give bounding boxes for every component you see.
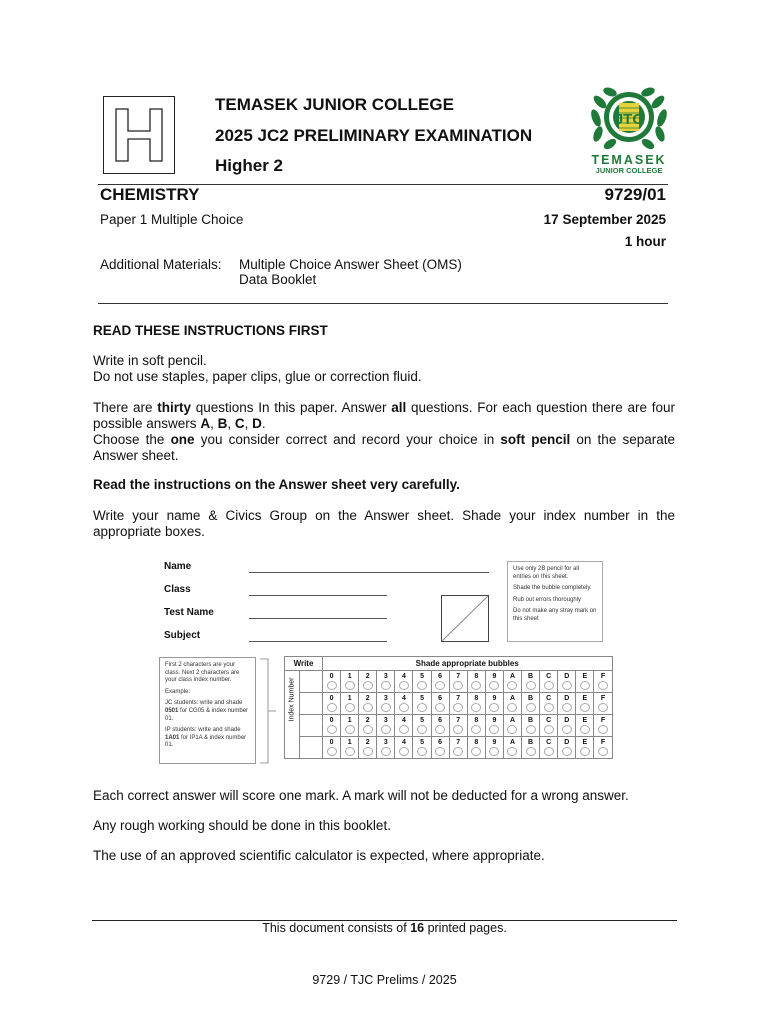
bubble-icon[interactable] (526, 725, 536, 734)
bubble-digit: 1 (347, 716, 352, 724)
bubble-cell[interactable] (341, 671, 359, 693)
index-example-box: First 2 characters are your class. Next 2 characters are your class index number. Example: JC students: write and shade 0501 for CG05 & index number 01. IP students: write and shade 1A01 for IP1A & index number 01. (159, 657, 256, 764)
bubble-icon[interactable] (453, 747, 463, 756)
bubble-icon[interactable] (345, 725, 355, 734)
bubble-cell[interactable] (449, 737, 467, 759)
bubble-digit: 9 (492, 716, 497, 724)
bubble-digit: 0 (329, 672, 334, 680)
bubble-digit: D (564, 716, 570, 724)
bubble-digit: 3 (383, 738, 388, 746)
bubble-digit: 4 (401, 716, 406, 724)
field-line-class (249, 595, 387, 596)
bubble-cell[interactable] (395, 737, 413, 759)
bubble-digit: 6 (438, 738, 443, 746)
bubble-icon[interactable] (399, 681, 409, 690)
bubble-digit: C (546, 738, 552, 746)
bubble-icon[interactable] (580, 703, 590, 712)
bubble-icon[interactable] (562, 747, 572, 756)
letter-h-icon (110, 103, 168, 167)
bubble-digit: 9 (492, 672, 497, 680)
bubble-cell[interactable] (540, 737, 558, 759)
bubble-cell[interactable] (576, 715, 594, 737)
svg-text:JTC: JTC (614, 111, 644, 128)
bubble-cell[interactable] (558, 737, 576, 759)
materials-label: Additional Materials: (100, 257, 222, 272)
bubble-digit: 3 (383, 716, 388, 724)
bubble-cell[interactable] (522, 737, 540, 759)
sheet-rules-box (507, 561, 603, 642)
bubble-icon[interactable] (507, 725, 517, 734)
exam-level: Higher 2 (215, 156, 284, 175)
bubble-digit: E (582, 672, 588, 680)
rule-text: Rub out errors thoroughly (513, 596, 582, 603)
bubble-cell[interactable] (323, 715, 341, 737)
bubble-icon[interactable] (544, 725, 554, 734)
bubble-digit: A (509, 672, 516, 680)
bubble-cell[interactable] (359, 737, 377, 759)
bubble-cell[interactable] (467, 715, 485, 737)
bubble-digit: F (600, 716, 606, 724)
bubble-cell[interactable] (467, 693, 485, 715)
bubble-cell[interactable] (377, 737, 395, 759)
bubble-icon[interactable] (580, 747, 590, 756)
bubble-cell[interactable] (431, 715, 449, 737)
bubble-icon[interactable] (544, 681, 554, 690)
bubble-icon[interactable] (489, 747, 499, 756)
instruction-pencil (93, 353, 675, 385)
exam-title: 2025 JC2 PRELIMINARY EXAMINATION (215, 126, 533, 145)
bubble-icon[interactable] (363, 703, 373, 712)
bubble-cell[interactable] (540, 693, 558, 715)
bubble-digit: C (546, 694, 552, 702)
bubble-digit: 1 (347, 694, 352, 702)
bubble-digit: 5 (420, 716, 424, 724)
bubble-icon[interactable] (435, 703, 445, 712)
bubble-digit: 8 (474, 672, 479, 680)
bubble-digit: F (600, 672, 606, 680)
bubble-icon[interactable] (435, 725, 445, 734)
bubble-digit: 0 (329, 716, 334, 724)
bubble-digit: 9 (492, 738, 497, 746)
logo-name-line2: JUNIOR COLLEGE (595, 166, 663, 175)
bubble-cell[interactable] (594, 671, 612, 693)
bubble-cell[interactable] (359, 715, 377, 737)
bubble-digit: E (582, 738, 588, 746)
bubble-cell[interactable] (449, 715, 467, 737)
write-cell[interactable] (300, 671, 323, 693)
paper-code: 9729/01 (604, 185, 666, 204)
bubble-digit: 8 (474, 694, 479, 702)
bubble-cell[interactable] (558, 671, 576, 693)
grid-row (285, 715, 613, 737)
bubble-cell[interactable] (594, 715, 612, 737)
bubble-icon[interactable] (489, 725, 499, 734)
grid-row (285, 671, 613, 693)
bubble-icon[interactable] (507, 681, 517, 690)
write-cell[interactable] (300, 693, 323, 715)
bubble-icon[interactable] (471, 747, 481, 756)
field-label-name: Name (164, 561, 192, 572)
bubble-digit: C (546, 716, 552, 724)
bubble-digit: F (600, 738, 606, 746)
instruction-line: Write in soft pencil. (93, 353, 207, 368)
bubble-icon[interactable] (598, 703, 608, 712)
instruction-index: Write your name & Civics Group on the Answer sheet. Shade your index number in the appropriate boxes. (93, 508, 675, 539)
level-h-box (103, 96, 175, 174)
bubble-digit: 7 (456, 672, 461, 680)
bubble-digit: D (564, 672, 570, 680)
bubble-cell[interactable] (323, 671, 341, 693)
bubble-cell[interactable] (558, 715, 576, 737)
bubble-icon[interactable] (363, 681, 373, 690)
bubble-cell[interactable] (323, 737, 341, 759)
bubble-cell[interactable] (594, 693, 612, 715)
bubble-icon[interactable] (544, 747, 554, 756)
grid-write-header: Write (285, 657, 323, 671)
bubble-digit: 6 (438, 716, 443, 724)
field-label-test-name: Test Name (164, 607, 214, 618)
bubble-cell[interactable] (413, 671, 431, 693)
running-footer: 9729 / TJC Prelims / 2025 (312, 973, 457, 987)
bubble-icon[interactable] (381, 725, 391, 734)
rule-text: Do not make any stray mark on this sheet (513, 608, 597, 622)
bubble-cell[interactable] (377, 671, 395, 693)
bubble-digit: F (600, 694, 606, 702)
bubble-cell[interactable] (576, 693, 594, 715)
field-label-subject: Subject (164, 630, 201, 641)
bubble-cell[interactable] (503, 715, 521, 737)
logo-name-line1: TEMASEK (591, 153, 667, 167)
bubble-icon[interactable] (417, 747, 427, 756)
tjc-crest-icon (586, 84, 672, 152)
bubble-cell[interactable] (503, 693, 521, 715)
bubble-cell[interactable] (503, 671, 521, 693)
bubble-cell[interactable] (540, 671, 558, 693)
exam-duration: 1 hour (624, 234, 666, 249)
instructions-heading: READ THESE INSTRUCTIONS FIRST (93, 323, 328, 338)
bubble-cell[interactable] (576, 737, 594, 759)
bubble-icon[interactable] (526, 681, 536, 690)
field-label-class: Class (164, 584, 191, 595)
bubble-icon[interactable] (417, 725, 427, 734)
bubble-digit: 9 (492, 694, 497, 702)
grid-row (285, 737, 613, 759)
school-logo (586, 84, 672, 178)
bubble-icon[interactable] (598, 747, 608, 756)
bubble-digit: 3 (383, 672, 388, 680)
bubble-cell[interactable] (485, 693, 503, 715)
bubble-icon[interactable] (598, 681, 608, 690)
bubble-cell[interactable] (431, 737, 449, 759)
bubble-icon[interactable] (381, 747, 391, 756)
bubble-icon[interactable] (435, 681, 445, 690)
bubble-digit: 2 (365, 716, 370, 724)
material-item: Multiple Choice Answer Sheet (OMS) (239, 257, 462, 272)
bubble-digit: D (564, 694, 570, 702)
index-number-grid (284, 656, 613, 759)
bubble-cell[interactable] (540, 715, 558, 737)
bubble-cell[interactable] (377, 715, 395, 737)
bubble-cell[interactable] (522, 671, 540, 693)
instruction-questions: There are thirty questions In this paper. Answer all questions. For each question there are four possible answers A, B, C, D. Choose the one you consider correct and record your choice in soft pencil on the separate Answer sheet. (93, 400, 676, 463)
bubble-digit: A (509, 716, 516, 724)
bubble-digit: A (509, 694, 516, 702)
bracket-icon (258, 658, 280, 764)
bubble-cell[interactable] (558, 693, 576, 715)
bubble-digit: 1 (347, 738, 352, 746)
bubble-icon[interactable] (363, 747, 373, 756)
school-name: TEMASEK JUNIOR COLLEGE (215, 95, 454, 114)
bubble-icon[interactable] (399, 725, 409, 734)
bubble-icon[interactable] (363, 725, 373, 734)
bubble-digit: 4 (401, 694, 406, 702)
bubble-digit: 3 (383, 694, 388, 702)
bubble-cell[interactable] (431, 671, 449, 693)
bubble-cell[interactable] (485, 737, 503, 759)
write-cell[interactable] (300, 737, 323, 759)
bubble-cell[interactable] (413, 715, 431, 737)
field-line-test-name (249, 618, 387, 619)
bubble-icon[interactable] (471, 681, 481, 690)
bubble-digit: E (582, 694, 588, 702)
bubble-digit: C (546, 672, 552, 680)
bubble-cell[interactable] (341, 693, 359, 715)
bubble-cell[interactable] (359, 671, 377, 693)
rule-text: Shade the bubble completely. (513, 585, 592, 591)
page-count: This document consists of 16 printed pages. (262, 921, 507, 935)
bubble-cell[interactable] (522, 693, 540, 715)
bubble-icon[interactable] (598, 725, 608, 734)
bubble-icon[interactable] (489, 703, 499, 712)
bubble-icon[interactable] (489, 681, 499, 690)
bubble-digit: 5 (420, 672, 424, 680)
bubble-icon[interactable] (327, 703, 337, 712)
bubble-digit: B (528, 716, 534, 724)
index-number-label: Index Number (285, 671, 300, 759)
bubble-digit: 0 (329, 694, 334, 702)
bubble-icon[interactable] (345, 747, 355, 756)
instruction-marking: Each correct answer will score one mark. A mark will not be deducted for a wrong answer. (93, 788, 629, 803)
bubble-digit: E (582, 716, 588, 724)
bubble-digit: 5 (420, 738, 424, 746)
bubble-icon[interactable] (327, 747, 337, 756)
instruction-rough-work: Any rough working should be done in this booklet. (93, 818, 391, 833)
bubble-icon[interactable] (580, 681, 590, 690)
bubble-digit: 2 (365, 738, 370, 746)
bubble-digit: B (528, 738, 534, 746)
bubble-icon[interactable] (526, 747, 536, 756)
bubble-icon[interactable] (327, 725, 337, 734)
bubble-cell[interactable] (449, 671, 467, 693)
bubble-digit: A (509, 738, 516, 746)
bubble-digit: 0 (329, 738, 334, 746)
bubble-digit: D (564, 738, 570, 746)
grid-shade-header: Shade appropriate bubbles (323, 657, 613, 671)
bubble-digit: B (528, 672, 534, 680)
bubble-digit: 5 (420, 694, 424, 702)
bubble-digit: 7 (456, 738, 461, 746)
instruction-calculator: The use of an approved scientific calculator is expected, where appropriate. (93, 848, 545, 863)
bubble-digit: 8 (474, 716, 479, 724)
exam-date: 17 September 2025 (543, 212, 666, 227)
bubble-digit: 6 (438, 694, 443, 702)
bubble-icon[interactable] (345, 681, 355, 690)
bubble-cell[interactable] (341, 737, 359, 759)
bubble-digit: 7 (456, 694, 461, 702)
bubble-icon[interactable] (562, 725, 572, 734)
bubble-cell[interactable] (503, 737, 521, 759)
grid-row (285, 693, 613, 715)
bubble-digit: 2 (365, 672, 370, 680)
bubble-icon[interactable] (453, 725, 463, 734)
bubble-icon[interactable] (544, 703, 554, 712)
bubble-digit: 1 (347, 672, 352, 680)
bubble-icon[interactable] (507, 703, 517, 712)
bubble-icon[interactable] (562, 703, 572, 712)
bubble-icon[interactable] (526, 703, 536, 712)
bubble-digit: 6 (438, 672, 443, 680)
bubble-cell[interactable] (522, 715, 540, 737)
bubble-cell[interactable] (395, 671, 413, 693)
bubble-digit: 7 (456, 716, 461, 724)
bubble-icon[interactable] (345, 703, 355, 712)
bubble-cell[interactable] (485, 715, 503, 737)
bubble-cell[interactable] (594, 737, 612, 759)
bubble-cell[interactable] (341, 715, 359, 737)
bubble-cell[interactable] (323, 693, 341, 715)
instruction-line: Do not use staples, paper clips, glue or correction fluid. (93, 369, 422, 384)
paper-name: Paper 1 Multiple Choice (100, 212, 244, 227)
bubble-cell[interactable] (359, 693, 377, 715)
bubble-cell[interactable] (576, 671, 594, 693)
write-cell[interactable] (300, 715, 323, 737)
materials-divider (98, 303, 668, 304)
bubble-cell[interactable] (467, 671, 485, 693)
rule-text: Use only 2B pencil for all entries on this sheet. (513, 566, 580, 580)
bubble-icon[interactable] (417, 681, 427, 690)
bubble-icon[interactable] (435, 747, 445, 756)
bubble-icon[interactable] (381, 681, 391, 690)
bubble-cell[interactable] (413, 737, 431, 759)
bubble-icon[interactable] (580, 725, 590, 734)
bubble-digit: 8 (474, 738, 479, 746)
diagonal-box (441, 595, 489, 642)
bubble-icon[interactable] (471, 725, 481, 734)
bubble-icon[interactable] (453, 681, 463, 690)
bubble-icon[interactable] (381, 703, 391, 712)
bubble-digit: 2 (365, 694, 370, 702)
bubble-icon[interactable] (417, 703, 427, 712)
bubble-icon[interactable] (562, 681, 572, 690)
bubble-cell[interactable] (377, 693, 395, 715)
bubble-cell[interactable] (485, 671, 503, 693)
bubble-icon[interactable] (327, 681, 337, 690)
bubble-icon[interactable] (399, 747, 409, 756)
bubble-cell[interactable] (449, 693, 467, 715)
instruction-read-sheet: Read the instructions on the Answer sheet very carefully. (93, 477, 460, 492)
bubble-icon[interactable] (399, 703, 409, 712)
bubble-cell[interactable] (431, 693, 449, 715)
bubble-cell[interactable] (395, 693, 413, 715)
bubble-icon[interactable] (507, 747, 517, 756)
bubble-digit: 4 (401, 672, 406, 680)
bubble-icon[interactable] (453, 703, 463, 712)
field-line-name (249, 572, 489, 573)
bubble-digit: 4 (401, 738, 406, 746)
subject-title: CHEMISTRY (100, 185, 200, 204)
bubble-cell[interactable] (413, 693, 431, 715)
bubble-icon[interactable] (471, 703, 481, 712)
bubble-digit: B (528, 694, 534, 702)
field-line-subject (249, 641, 387, 642)
material-item: Data Booklet (239, 272, 317, 287)
bubble-cell[interactable] (395, 715, 413, 737)
bubble-cell[interactable] (467, 737, 485, 759)
